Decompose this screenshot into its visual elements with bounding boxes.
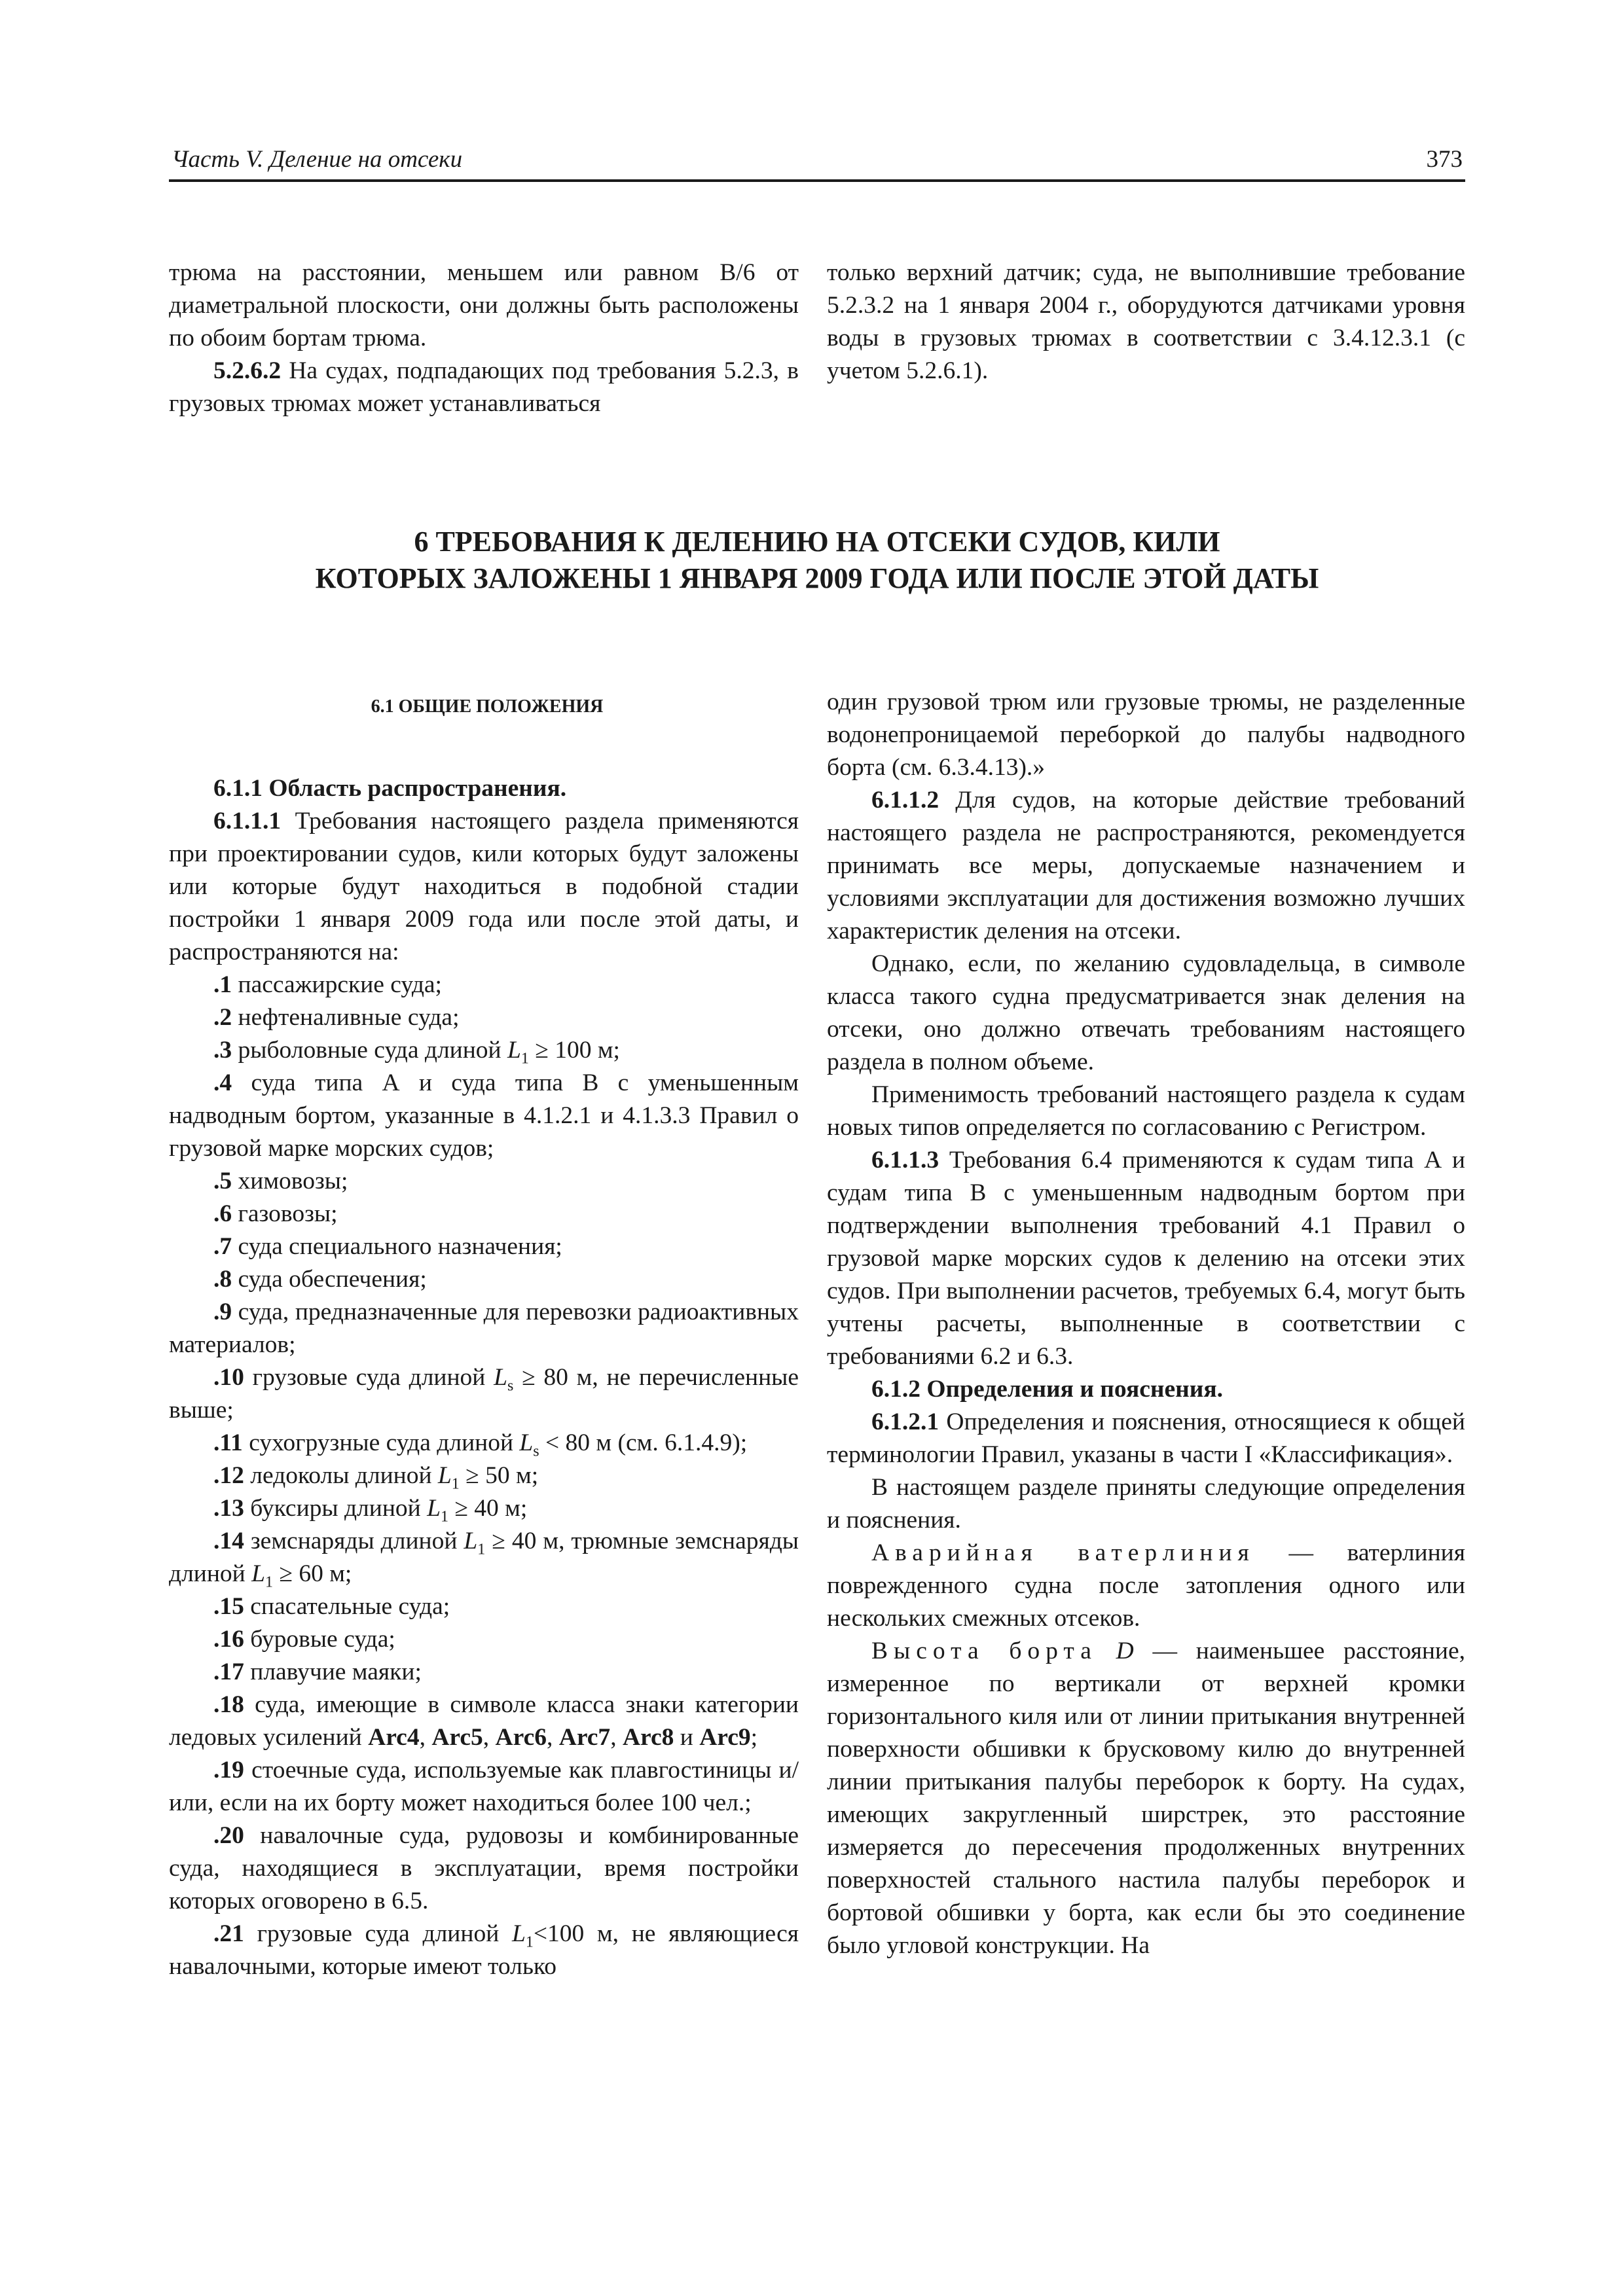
list-item [169, 1918, 799, 1983]
length-symbol: L [437, 1462, 452, 1489]
item-number: .9 [213, 1299, 232, 1325]
item-text: стоечные суда, используемые как плавгостиницы и/или, если на их борту может находиться более 100 чел.; [169, 1757, 799, 1816]
chapter-title [169, 524, 1465, 597]
separator: , [483, 1724, 496, 1751]
paragraph-text: Для судов, на которые действие требований настоящего раздела не распространяются, рекомендуется принимать все меры, допускаемые назначением и условиями эксплуатации для достижения возможно лучших характеристик деления на отсеки. [827, 787, 1465, 944]
item-text: ≥ 40 м, трюмные земснаряды длиной [169, 1528, 799, 1587]
running-title: Часть V. Деление на отсеки [172, 146, 463, 173]
item-text: ≥ 50 м; [459, 1462, 539, 1489]
paragraph: один грузовой трюм или грузовые трюмы, не разделенные водонепроницаемой переборкой до палубы надводного борта (см. 6.3.4.13).» [827, 689, 1465, 781]
item-text: нефтеналивные суда; [232, 1004, 460, 1031]
item-text: буровые суда; [244, 1626, 395, 1653]
item-text: сухогрузные суда длиной [242, 1429, 520, 1456]
left-column [169, 686, 799, 1983]
definition [827, 1537, 1465, 1635]
list-item [169, 1656, 799, 1689]
item-text: ≥ 80 м, не перечисленные выше; [169, 1364, 799, 1424]
paragraph-5262 [169, 355, 799, 420]
paragraph-6112 [827, 784, 1465, 948]
list-item [169, 1296, 799, 1361]
section-heading: 6.1 ОБЩИЕ ПОЛОЖЕНИЯ [371, 696, 604, 717]
item-number: .16 [213, 1626, 244, 1653]
list-item [169, 1165, 799, 1198]
definition-text: — наименьшее расстояние, измеренное по вертикали от верхней кромки горизонтального киля или от линии притыкания внутренней поверхности обшивки к брусковому килю до внутренней линии притыкания палубы переборок к борту. На судах, имеющих закругленный ширстрек, это расстояние измеряется до пересечения продолженных внутренних поверхностей стального настила палубы переборок и бортовой обшивки у борта, как если бы это соединение было угловой конструкции. На [827, 1638, 1465, 1959]
list-item [169, 1820, 799, 1918]
length-symbol: L [519, 1429, 534, 1456]
list-item [169, 1034, 799, 1067]
item-text: суда, предназначенные для перевозки радиоактивных материалов; [169, 1299, 799, 1358]
item-number: .21 [213, 1920, 244, 1947]
item-number: .3 [213, 1037, 232, 1064]
item-text: пассажирские суда; [232, 971, 442, 998]
subsection-heading: 6.1.2 Определения и пояснения. [871, 1376, 1224, 1403]
ice-class-mark: Arc5 [431, 1724, 483, 1751]
paragraph-text: На судах, подпадающих под требования 5.2.3, в грузовых трюмах может устанавливаться [169, 357, 799, 417]
clause-number: 6.1.1.2 [871, 787, 939, 814]
item-number: .14 [213, 1528, 244, 1554]
item-text: рыболовные суда длиной [232, 1037, 507, 1064]
list-item [169, 1230, 799, 1263]
length-subscript: 1 [525, 1933, 534, 1951]
separator: ; [750, 1724, 758, 1751]
separator: , [610, 1724, 623, 1751]
ice-class-mark: Arc4 [368, 1724, 420, 1751]
list-item [169, 1492, 799, 1525]
item-number: .11 [213, 1429, 243, 1456]
length-subscript: 1 [451, 1475, 460, 1493]
list-item [169, 969, 799, 1001]
item-text: суда обеспечения; [232, 1266, 427, 1293]
item-number: .5 [213, 1168, 232, 1194]
item-number: .1 [213, 971, 232, 998]
item-text: суда типа А и суда типа В с уменьшенным надводным бортом, указанные в 4.1.2.1 и 4.1.3.3 Правил о грузовой марке морских судов; [169, 1069, 799, 1162]
item-number: .15 [213, 1593, 244, 1620]
item-text: спасательные суда; [244, 1593, 450, 1620]
list-item [169, 1590, 799, 1623]
item-text: суда специального назначения; [232, 1233, 562, 1260]
ice-class-mark: Arc8 [622, 1724, 674, 1751]
list-item [169, 1198, 799, 1230]
item-number: .17 [213, 1659, 244, 1685]
running-header [169, 143, 1465, 182]
paragraph-text: Определения и пояснения, относящиеся к общей терминологии Правил, указаны в части I «Классификация». [827, 1408, 1465, 1468]
paragraph-text: Требования 6.4 применяются к судам типа А и судам типа В с уменьшенным надводным бортом при подтверждении выполнения требований 4.1 Правил о грузовой марке морских судов к делению на отсеки этих судов. При выполнении расчетов, требуемых 6.4, могут быть учтены расчеты, выполненные в соответствии с требованиями 6.2 и 6.3. [827, 1147, 1465, 1370]
item-number: .2 [213, 1004, 232, 1031]
item-text: буксиры длиной [244, 1495, 428, 1522]
item-number: .8 [213, 1266, 232, 1293]
length-symbol: L [511, 1920, 526, 1947]
defined-term: Аварийная ватерлиния [871, 1539, 1255, 1566]
item-text: ≥ 60 м; [272, 1560, 352, 1587]
list-item [169, 1067, 799, 1165]
separator: , [419, 1724, 432, 1751]
length-subscript: s [507, 1377, 514, 1395]
ice-class-mark: Arc6 [495, 1724, 547, 1751]
paragraph: трюма на расстоянии, меньшем или равном В/6 от диаметральной плоскости, они должны быть расположены по обоим бортам трюма. [169, 259, 799, 351]
item-text: газовозы; [232, 1200, 338, 1227]
list-item [169, 1460, 799, 1492]
paragraph-text: Требования настоящего раздела применяются при проектировании судов, кили которых будут заложены или которые будут находиться в подобной стадии постройки 1 января 2009 года или после этой даты, и распространяются на: [169, 808, 799, 965]
item-number: .19 [213, 1757, 244, 1784]
item-text: <100 м, не являющиеся навалочными, которые имеют только [169, 1920, 799, 1980]
clause-number: 6.1.1.1 [213, 808, 282, 834]
chapter-title-line: КОТОРЫХ ЗАЛОЖЕНЫ 1 ЯНВАРЯ 2009 ГОДА ИЛИ ПОСЛЕ ЭТОЙ ДАТЫ [315, 562, 1319, 594]
item-text: грузовые суда длиной [244, 1920, 512, 1947]
paragraph: Однако, если, по желанию судовладельца, в символе класса такого судна предусматривается знак деления на отсеки, оно должно отвечать требованиям настоящего раздела в полном объеме. [827, 950, 1465, 1075]
item-number: .6 [213, 1200, 232, 1227]
top-right-column [827, 257, 1465, 387]
item-number: .10 [213, 1364, 244, 1391]
length-subscript: s [533, 1443, 539, 1460]
separator: , [546, 1724, 559, 1751]
item-text: < 80 м (см. 6.1.4.9); [539, 1429, 748, 1456]
length-subscript: 1 [440, 1508, 448, 1526]
definition-text: — ватерлиния поврежденного судна после затопления одного или нескольких смежных отсеков. [827, 1539, 1465, 1632]
item-text: ледоколы длиной [244, 1462, 438, 1489]
paragraph-6113 [827, 1144, 1465, 1373]
item-number: .20 [213, 1822, 244, 1849]
clause-number: 6.1.2.1 [871, 1408, 939, 1435]
list-item [169, 1689, 799, 1754]
clause-number: 5.2.6.2 [213, 357, 282, 384]
length-subscript: 1 [477, 1541, 486, 1558]
length-symbol: L [507, 1037, 521, 1064]
item-number: .13 [213, 1495, 244, 1522]
item-text: ≥ 40 м; [448, 1495, 528, 1522]
item-number: .18 [213, 1691, 244, 1718]
length-symbol: L [427, 1495, 441, 1522]
item-text: плавучие маяки; [244, 1659, 422, 1685]
list-item [169, 1427, 799, 1460]
length-subscript: 1 [264, 1573, 273, 1591]
length-symbol: L [494, 1364, 507, 1391]
length-subscript: 1 [520, 1050, 529, 1067]
list-item [169, 1525, 799, 1590]
right-column [827, 686, 1465, 1962]
separator: и [674, 1724, 700, 1751]
defined-term: Высота борта [871, 1638, 1097, 1664]
subsection-heading: 6.1.1 Область распространения. [213, 775, 567, 802]
item-number: .7 [213, 1233, 232, 1260]
list-item [169, 1001, 799, 1034]
ice-class-mark: Arc7 [558, 1724, 611, 1751]
ice-class-mark: Arc9 [699, 1724, 751, 1751]
item-number: .4 [213, 1069, 232, 1096]
depth-symbol: D [1116, 1638, 1134, 1664]
length-symbol: L [464, 1528, 478, 1554]
item-text: химовозы; [232, 1168, 348, 1194]
clause-number: 6.1.1.3 [871, 1147, 939, 1174]
item-text: навалочные суда, рудовозы и комбинированные суда, находящиеся в эксплуатации, время постройки которых оговорено в 6.5. [169, 1822, 799, 1914]
paragraph-6121 [827, 1406, 1465, 1471]
list-item [169, 1361, 799, 1427]
list-item [169, 1623, 799, 1656]
item-text: земснаряды длиной [244, 1528, 464, 1554]
item-text: суда, имеющие в символе класса знаки категории ледовых усилений [169, 1691, 799, 1751]
item-number: .12 [213, 1462, 244, 1489]
paragraph-6111 [169, 805, 799, 969]
list-item [169, 1754, 799, 1820]
top-left-column [169, 257, 799, 420]
item-text: ≥ 100 м; [528, 1037, 620, 1064]
definition [827, 1635, 1465, 1962]
item-text: грузовые суда длиной [244, 1364, 494, 1391]
length-symbol: L [251, 1560, 265, 1587]
paragraph: В настоящем разделе приняты следующие определения и пояснения. [827, 1474, 1465, 1534]
paragraph: Применимость требований настоящего раздела к судам новых типов определяется по согласованию с Регистром. [827, 1081, 1465, 1141]
list-item [169, 1263, 799, 1296]
page-number: 373 [1426, 146, 1463, 173]
paragraph: только верхний датчик; суда, не выполнившие требование 5.2.3.2 на 1 января 2004 г., оборудуются датчиками уровня воды в грузовых трюмах в соответствии с 3.4.12.3.1 (с учетом 5.2.6.1). [827, 259, 1465, 384]
chapter-title-line: 6 ТРЕБОВАНИЯ К ДЕЛЕНИЮ НА ОТСЕКИ СУДОВ, КИЛИ [414, 526, 1220, 558]
